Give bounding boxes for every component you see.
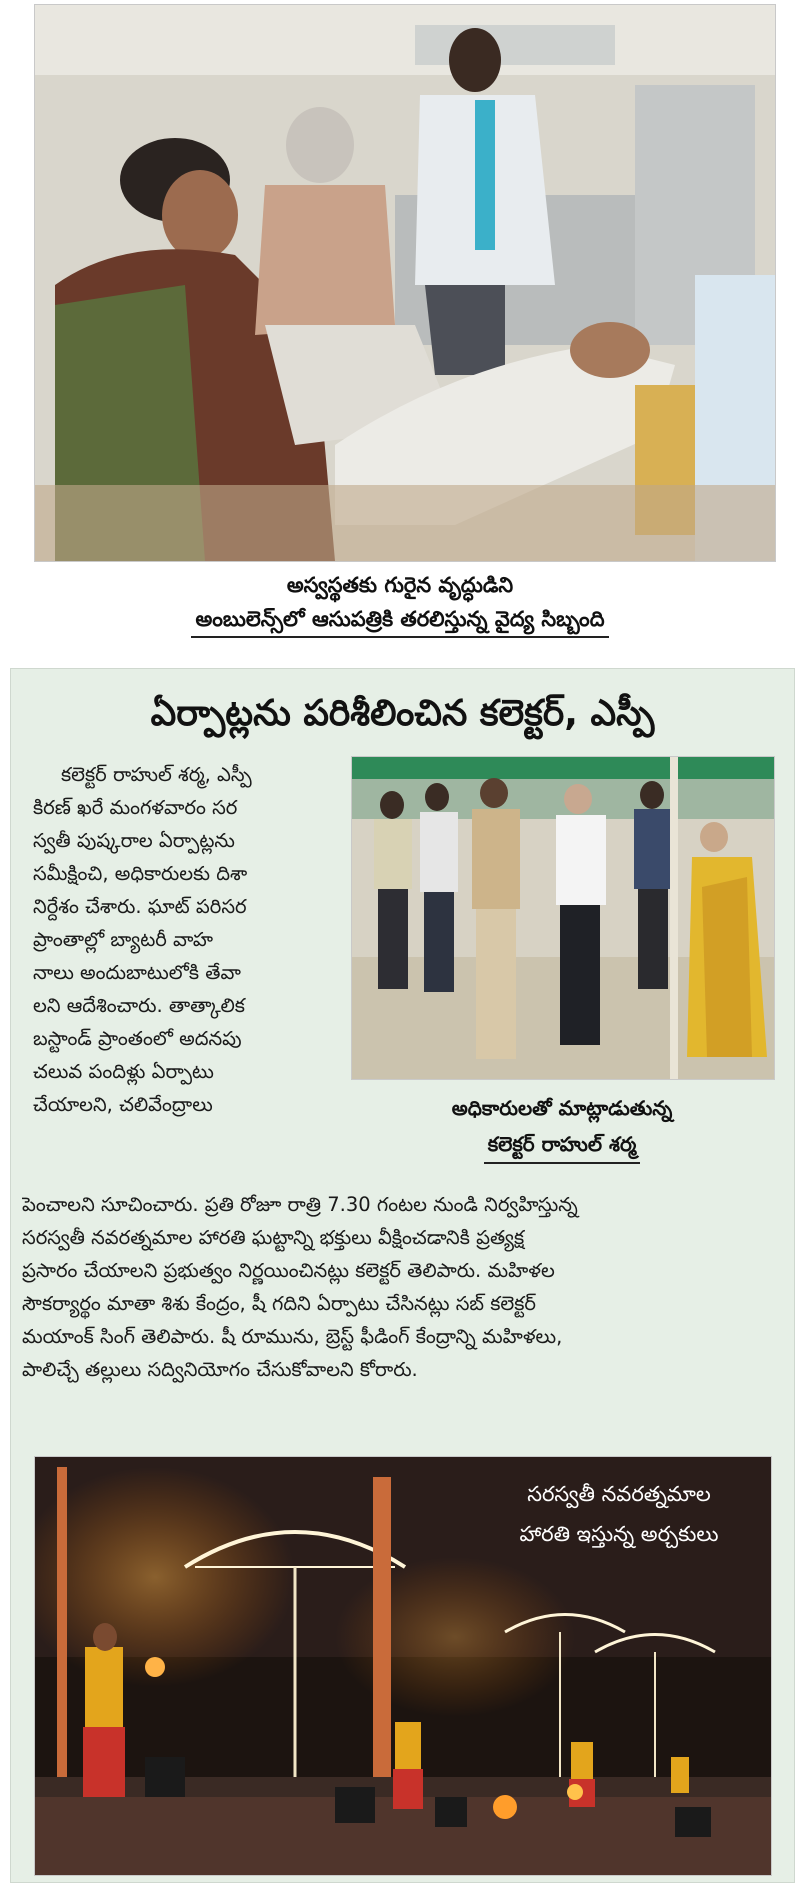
body-line: స్వతీ పుష్కరాల ఏర్పాట్లను (33, 829, 235, 852)
article-body-full (22, 1188, 772, 1386)
body-line: కిరణ్ ఖరే మంగళవారం సర (33, 796, 238, 819)
ambulance-photo (34, 4, 776, 562)
body-line: కలెక్టర్ రాహుల్ శర్మ, ఎస్పీ (61, 763, 252, 786)
article-headline: ఏర్పాట్లను పరిశీలించిన కలెక్టర్, ఎస్పీ (150, 693, 655, 734)
caption-line: కలెక్టర్ రాహుల్ శర్మ (484, 1126, 641, 1164)
body-line: నాలు అందుబాటులోకి తేవా (33, 961, 241, 984)
caption-line: హారతి ఇస్తున్న అర్చకులు (519, 1522, 719, 1546)
collector-photo (351, 756, 775, 1080)
body-line: పాలిచ్చే తల్లులు సద్వినియోగం చేసుకోవాలని కోరారు. (22, 1358, 418, 1381)
body-line: నిర్దేశం చేశారు. ఘాట్ పరిసర (33, 895, 247, 918)
body-line: సమీక్షించి, అధికారులకు దిశా (33, 862, 248, 885)
caption-line: అస్వస్థతకు గురైన వృద్ధుడిని (286, 573, 514, 597)
body-line: లని ఆదేశించారు. తాత్కాలిక (33, 994, 245, 1017)
body-line: చేయాలని, చలివేంద్రాలు (33, 1093, 213, 1116)
caption-line: సరస్వతీ నవరత్నమాల (527, 1482, 711, 1506)
body-line: ప్రసారం చేయాలని ప్రభుత్వం నిర్ణయించినట్లు కలెక్టర్ తెలిపారు. మహిళల (22, 1259, 555, 1282)
body-line: చలువ పందిళ్లు ఏర్పాటు (33, 1060, 214, 1083)
body-line: మయాంక్ సింగ్ తెలిపారు. షీ రూమును, బ్రెస్ట్ ఫీడింగ్ కేంద్రాన్ని మహిళలు, (22, 1325, 563, 1348)
caption-line: అంబులెన్స్‌లో ఆసుపత్రికి తరలిస్తున్న వైద్య సిబ్బంది (191, 602, 608, 638)
body-line: బస్టాండ్ ప్రాంతంలో అదనపు (33, 1027, 242, 1050)
harathi-photo-caption (484, 1474, 754, 1554)
ambulance-photo-caption (100, 568, 700, 638)
body-line: పెంచాలని సూచించారు. ప్రతి రోజూ రాత్రి 7.30 గంటల నుండి నిర్వహిస్తున్న (22, 1193, 578, 1216)
body-line: సౌకర్యార్థం మాతా శిశు కేంద్రం, షీ గదిని ఏర్పాటు చేసినట్లు సబ్ కలెక్టర్ (22, 1292, 536, 1315)
caption-line: అధికారులతో మాట్లాడుతున్న (451, 1096, 673, 1120)
collector-photo-caption (351, 1090, 773, 1164)
article-body-left (33, 758, 353, 1121)
body-line: సరస్వతీ నవరత్నమాల హారతి ఘట్టాన్ని భక్తులు వీక్షించడానికి ప్రత్యక్ష (22, 1226, 525, 1249)
body-line: ప్రాంతాల్లో బ్యాటరీ వాహ (33, 928, 213, 951)
